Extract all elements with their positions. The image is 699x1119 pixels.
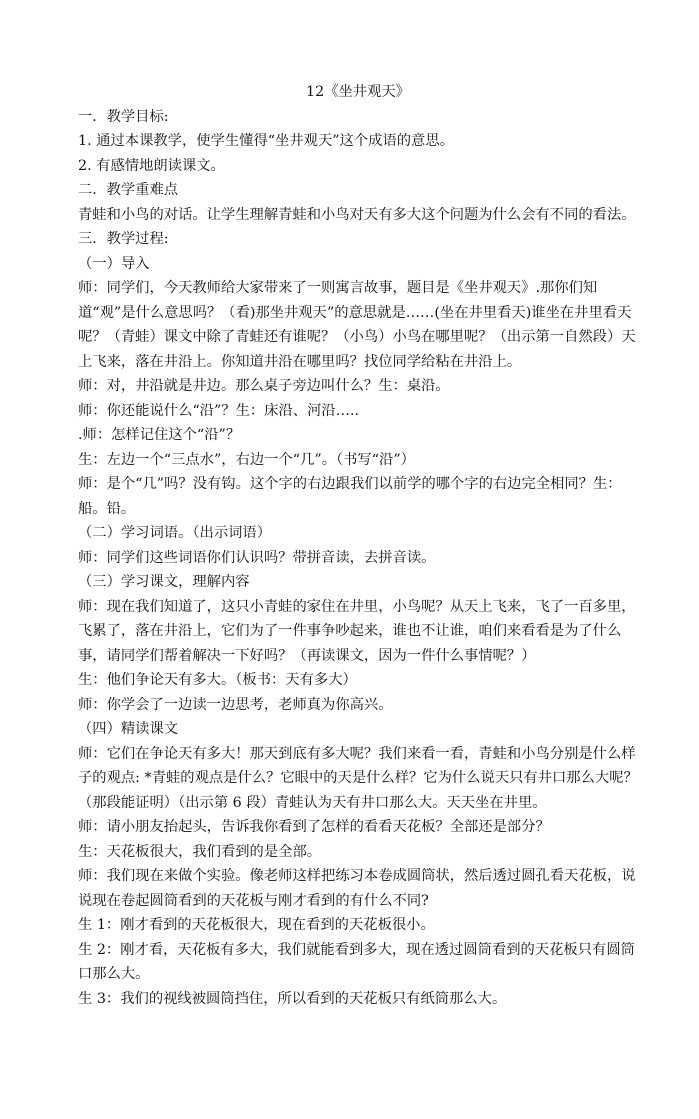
section-heading-objectives: 一．教学目标: xyxy=(78,108,169,125)
paragraph: 生 3：我们的视线被圆筒挡住，所以看到的天花板只有纸筒那么大。 xyxy=(78,990,507,1007)
document-content xyxy=(78,80,638,1011)
section-heading-process: 三．教学过程: xyxy=(78,231,169,247)
paragraph: 师：现在我们知道了，这只小青蛙的家住在井里，小鸟呢？从天上飞来，飞了一百多里，飞累了，落在井沿上，它们为了一件事争吵起来，谁也不让谁，咱们来看看是为了什么事，请同学们帮着解决一下好吗？（再读课文，因为一件什么事情呢？） xyxy=(78,598,636,664)
paragraph: 师：对，井沿就是井边。那么桌子旁边叫什么？生：桌沿。 xyxy=(78,378,450,394)
paragraph: 生 1：刚才看到的天花板很大，现在看到的天花板很小。 xyxy=(78,917,435,933)
paragraph: 师：你还能说什么“沿”？生：床沿、河沿….. xyxy=(78,402,360,419)
paragraph: 师：是个“几”吗？没有钩。这个字的右边跟我们以前学的哪个字的右边完全相同？生：船。铅。 xyxy=(78,476,622,517)
paragraph: 生：左边一个“三点水”，右边一个“几”。（书写“沿”） xyxy=(78,451,415,468)
document-title: 12《坐井观天》 xyxy=(306,84,410,100)
paragraph: .师：怎样记住这个“沿”？ xyxy=(78,427,241,443)
paragraph: 师：我们现在来做个实验。像老师这样把练习本卷成圆筒状，然后透过圆孔看天花板，说说现在卷起圆筒看到的天花板与刚才看到的有什么不同? xyxy=(78,868,636,909)
paragraph: 师：请小朋友抬起头，告诉我你看到了怎样的看看天花板？全部还是部分？ xyxy=(78,819,550,835)
key-points-text: 青蛙和小鸟的对话。让学生理解青蛙和小鸟对天有多大这个问题为什么会有不同的看法。 xyxy=(78,206,636,223)
objective-item-1: 1. 通过本课教学，使学生懂得“坐井观天”这个成语的意思。 xyxy=(78,133,454,149)
subsection-heading-text-study: （三）学习课文，理解内容 xyxy=(78,574,250,590)
paragraph: 师：同学们这些词语你们认识吗？带拼音读，去拼音读。 xyxy=(78,549,436,566)
subsection-heading-vocabulary: （二）学习词语。（出示词语） xyxy=(78,525,272,541)
paragraph: 生：天花板很大，我们看到的是全部。 xyxy=(78,843,322,860)
paragraph: 师：同学们，今天教师给大家带来了一则寓言故事，题目是《坐井观天》.那你们知道“观”是什么意思吗？（看)那坐井观天”的意思就是……(坐在井里看天)谁坐在井里看天呢？（青蛙）课文中除了青蛙还有谁呢？（小鸟）小鸟在哪里呢？（出示第一自然段）天上飞来，落在井沿上。你知道井沿在哪里吗？找位同学给粘在井沿上。 xyxy=(78,280,636,370)
objective-item-2: 2. 有感情地朗读课文。 xyxy=(78,157,225,174)
subsection-heading-intro: （一）导入 xyxy=(78,255,150,272)
subsection-heading-close-reading: （四）精读课文 xyxy=(78,721,179,737)
paragraph: 师：你学会了一边读一边思考，老师真为你高兴。 xyxy=(78,696,393,713)
paragraph: 生：他们争论天有多大。（板书：天有多大） xyxy=(78,672,357,688)
paragraph: 生 2：刚才看，天花板有多大，我们就能看到多大，现在透过圆筒看到的天花板只有圆筒口那么大。 xyxy=(78,941,635,982)
paragraph: 师：它们在争论天有多大！那天到底有多大呢？我们来看一看，青蛙和小鸟分别是什么样子的观点: *青蛙的观点是什么？它眼中的天是什么样？它为什么说天只有井口那么大呢？（那段能证明）（出示第 6 段）青蛙认为天有井口那么大。天天坐在井里。 xyxy=(78,745,638,811)
section-heading-key-points: 二．教学重难点 xyxy=(78,182,179,198)
